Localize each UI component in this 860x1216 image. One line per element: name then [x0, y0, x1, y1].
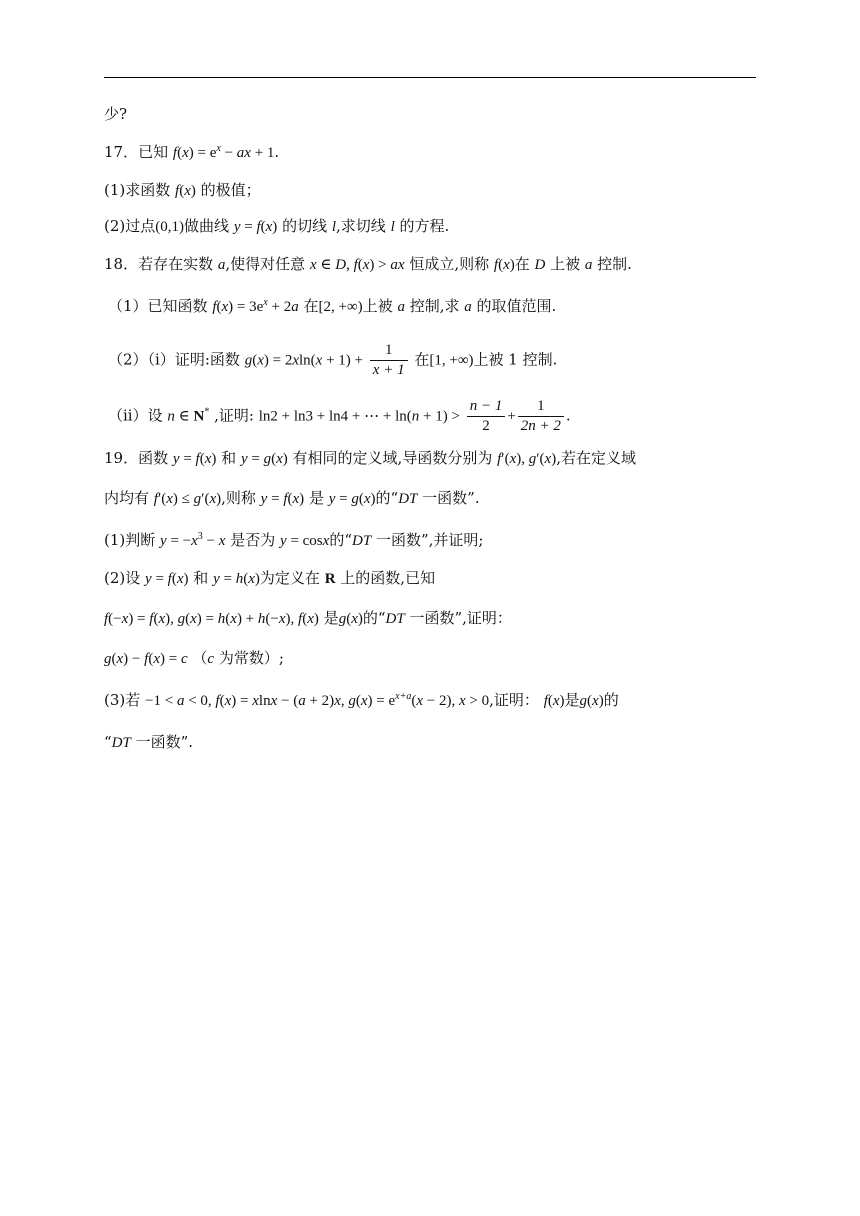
math-op: ∈ — [316, 257, 336, 273]
math-op: ) = — [128, 611, 150, 627]
math-paren: ( — [171, 571, 177, 587]
math-var: f — [144, 651, 149, 667]
fraction-denominator: 2n + 2 — [520, 418, 561, 434]
question-number: 17． — [104, 143, 139, 161]
math-op: , — [340, 693, 349, 709]
math-var: g — [104, 651, 112, 667]
math-exponent: x — [263, 297, 268, 308]
math-var: g — [528, 451, 537, 467]
math-var: c — [180, 651, 188, 667]
math-paren: ) = e — [188, 145, 217, 161]
part-label: (2) — [104, 217, 126, 235]
math-op: (− — [108, 611, 122, 627]
math-fx: f — [175, 183, 180, 199]
math-paren: ) — [509, 257, 515, 273]
math-var: g — [263, 451, 272, 467]
math-paren: ( — [177, 145, 183, 161]
fraction — [467, 398, 506, 435]
question-19-line-2 — [104, 488, 480, 509]
math-var: x — [116, 651, 124, 667]
math-paren: ) — [211, 451, 217, 467]
math-var: f — [215, 693, 220, 709]
part-text: ,求切线 — [336, 217, 391, 235]
math-var: f — [153, 491, 158, 507]
math-op: + 2) — [305, 693, 335, 709]
math-op: − 2), — [423, 693, 459, 709]
math-op: = — [247, 451, 264, 467]
part-text: 的“ — [362, 609, 386, 627]
part-text: 的取值范围. — [471, 297, 557, 315]
math-var: x — [292, 352, 299, 369]
math-paren: ) — [357, 611, 363, 627]
math-op: −1 < — [145, 693, 177, 709]
math-paren: ( — [587, 693, 593, 709]
math-paren: ( — [346, 611, 352, 627]
math-var: f — [497, 451, 502, 467]
math-var: f — [493, 257, 499, 273]
question-number: 19． — [104, 449, 139, 467]
fraction-numerator: n − 1 — [467, 398, 506, 417]
math-sum: ln2 + ln3 + ln4 + ⋯ + ln( — [258, 408, 412, 425]
math-paren: ) — [282, 451, 288, 467]
question-text: 在 — [514, 255, 535, 273]
question-text: 已知 — [138, 143, 169, 161]
part-text: 的方程. — [394, 217, 450, 235]
math-op: , — [346, 257, 354, 273]
math-var: a — [584, 257, 593, 273]
math-paren: ( — [355, 693, 361, 709]
fraction-denominator: x + 1 — [372, 362, 405, 378]
math-var: g — [351, 491, 359, 507]
math-var: f — [149, 611, 154, 627]
math-var: x — [121, 611, 129, 627]
math-var: f — [256, 219, 261, 235]
math-paren: ) — [254, 571, 260, 587]
math-var: a — [298, 693, 306, 709]
part-text: （ — [192, 649, 208, 667]
math-op: = — [240, 219, 257, 235]
math-dt: DT — [352, 533, 372, 549]
math-var: x — [458, 693, 466, 709]
math-var: D — [534, 257, 546, 273]
math-set: R — [324, 571, 336, 587]
question-text: 上被 — [545, 255, 585, 273]
math-op: + 1) > — [419, 408, 460, 425]
math-paren: ) — [559, 693, 565, 709]
math-op: ln( — [299, 352, 316, 369]
math-paren: ( — [148, 651, 154, 667]
math-op: ∈ — [174, 408, 194, 425]
part-text: 是 — [564, 691, 580, 709]
part-text: 过点 — [125, 217, 156, 235]
math-var: x — [218, 533, 226, 549]
math-var: n — [411, 408, 420, 425]
part-text: 为常数）; — [214, 649, 284, 667]
continuation-text — [104, 104, 127, 124]
math-paren: ) — [313, 611, 319, 627]
part-text: 求函数 — [125, 181, 171, 199]
math-var: a — [217, 257, 226, 273]
math-curve: y — [233, 219, 241, 235]
math-var: x — [224, 693, 232, 709]
math-op: = — [151, 571, 168, 587]
part-text: 在 — [303, 297, 319, 315]
question-text: 函数 — [138, 449, 169, 467]
math-paren: ( — [243, 571, 249, 587]
math-var: x — [153, 651, 160, 667]
math-var: x — [360, 693, 368, 709]
question-text: 恒成立,则称 — [409, 255, 490, 273]
math-op: (− — [265, 611, 279, 627]
math-op: ), — [516, 451, 529, 467]
math-op: + — [507, 408, 516, 425]
math-exponent: 3 — [197, 531, 203, 542]
part-text: 在 — [414, 350, 430, 369]
math-op: ′( — [201, 491, 210, 507]
math-var: g — [348, 693, 356, 709]
math-var: x — [191, 533, 198, 549]
question-text: 和 — [221, 449, 237, 467]
question-19-part-2-cond — [104, 608, 512, 629]
math-op: > 0 — [465, 693, 490, 709]
math-paren: ( — [153, 611, 159, 627]
period: . — [274, 143, 280, 161]
part-text: 做曲线 — [184, 217, 230, 235]
math-exponent: * — [204, 406, 210, 418]
math-paren: ) > — [369, 257, 391, 273]
math-paren: ( — [302, 611, 308, 627]
math-var: g — [338, 611, 347, 627]
math-op: = − — [166, 533, 192, 549]
question-18-part-2ii — [108, 398, 571, 435]
math-op: = — [179, 451, 196, 467]
math-op: − ( — [277, 693, 299, 709]
part-text: 控制,求 — [404, 297, 465, 315]
math-paren: ( — [179, 183, 185, 199]
math-var: x — [362, 257, 370, 273]
math-var: f — [298, 611, 303, 627]
math-interval: [2, +∞) — [318, 299, 363, 315]
part-text: 的 — [603, 691, 619, 709]
math-op: = cos — [286, 533, 323, 549]
math-op: ) = — [159, 651, 181, 667]
math-paren: ( — [358, 491, 364, 507]
part-label: （1）已知函数 — [108, 297, 208, 315]
question-18-part-1 — [108, 296, 556, 317]
math-op: ) − — [123, 651, 145, 667]
math-paren: ( — [252, 352, 258, 369]
math-var: x — [292, 491, 300, 507]
math-var: y — [328, 491, 336, 507]
math-paren: ) — [299, 491, 305, 507]
math-formula: f — [172, 145, 178, 161]
question-19-part-1 — [104, 530, 483, 551]
math-var: x — [309, 257, 317, 273]
math-var: x — [176, 571, 184, 587]
math-var: c — [207, 651, 215, 667]
part-text: ,证明： — [489, 691, 539, 709]
math-op: ) = — [231, 693, 253, 709]
math-var: f — [283, 491, 288, 507]
math-dt: DT — [385, 611, 405, 627]
part-label: (1)判断 — [104, 531, 156, 549]
math-op: ) = 3e — [228, 299, 264, 315]
header-rule — [104, 77, 756, 78]
fraction-numerator: 1 — [518, 398, 564, 417]
math-op: ′( — [536, 451, 545, 467]
question-17-part-2 — [104, 216, 449, 237]
math-var: h — [217, 611, 226, 627]
math-var: f — [104, 611, 109, 627]
question-18 — [104, 254, 632, 275]
part-text: 一函数”,证明： — [404, 609, 512, 627]
math-paren: ( — [547, 693, 553, 709]
math-var: f — [353, 257, 358, 273]
part-label: (3)若 — [104, 691, 141, 709]
math-op: ) = — [196, 611, 218, 627]
math-var: x — [252, 693, 259, 709]
math-interval: [1, +∞) — [429, 352, 474, 369]
math-op: ln — [258, 693, 271, 709]
question-text: 内均有 — [104, 489, 150, 507]
question-text: 控制. — [592, 255, 632, 273]
math-paren: ( — [498, 257, 504, 273]
math-op: − — [202, 533, 219, 549]
math-var: y — [280, 533, 287, 549]
math-var: x — [322, 533, 330, 549]
math-var: x — [307, 611, 314, 627]
math-op: ) = 2 — [263, 352, 293, 369]
math-op: < 0, — [184, 693, 216, 709]
math-var: x — [334, 693, 341, 709]
part-text: 是否为 — [230, 531, 276, 549]
math-paren: ) — [551, 451, 557, 467]
math-var: g — [244, 352, 253, 369]
fraction-numerator: 1 — [370, 342, 408, 361]
math-var: l — [331, 219, 337, 235]
part-label: （ii）设 — [108, 406, 163, 425]
part-text: 的切线 — [282, 217, 332, 235]
math-var: x — [544, 451, 552, 467]
math-var: x — [204, 451, 212, 467]
math-paren: ( — [216, 299, 222, 315]
fraction-denominator: 2 — [482, 418, 490, 434]
math-op: + 1) + — [322, 352, 364, 369]
math-op: ′( — [157, 491, 167, 507]
fraction — [370, 342, 408, 379]
part-text: 上被 1 控制. — [473, 350, 558, 369]
math-var: y — [160, 533, 167, 549]
math-paren: ( — [199, 451, 205, 467]
math-paren: ( — [287, 491, 293, 507]
math-var: a — [291, 299, 299, 315]
math-paren: ( — [225, 611, 231, 627]
math-var: x — [265, 219, 273, 235]
math-var: g — [579, 693, 588, 709]
math-op: = — [267, 491, 284, 507]
math-paren: ) — [598, 693, 604, 709]
part-label: (1) — [104, 181, 126, 199]
math-var: x — [416, 693, 424, 709]
math-var: x — [509, 451, 517, 467]
math-var: x — [257, 352, 264, 369]
question-19-part-3 — [104, 690, 619, 711]
part-label: （2）（i）证明:函数 — [108, 350, 240, 369]
math-var: y — [260, 491, 268, 507]
question-17-part-1 — [104, 180, 261, 201]
math-var: y — [145, 571, 152, 587]
part-text: 的“ — [329, 531, 352, 549]
period: . — [565, 406, 571, 425]
math-op: + 2 — [267, 299, 292, 315]
math-var: f — [543, 693, 548, 709]
math-var: h — [257, 611, 266, 627]
question-19-part-2 — [104, 568, 435, 589]
math-op: ), — [165, 611, 178, 627]
question-text: 一函数”. — [417, 489, 480, 507]
math-var: a — [176, 693, 185, 709]
math-var: l — [390, 219, 395, 235]
question-19 — [104, 448, 636, 469]
question-text: 有相同的定义域,导函数分别为 — [292, 449, 493, 467]
math-paren: ( — [111, 651, 117, 667]
math-var: x — [552, 693, 560, 709]
question-number: 18． — [104, 255, 139, 273]
math-var: x — [278, 611, 286, 627]
math-dt: DT — [398, 491, 418, 507]
math-paren: ( — [219, 693, 225, 709]
part-text: 为定义在 — [259, 569, 325, 587]
math-var: f — [195, 451, 200, 467]
math-var: x — [503, 257, 510, 273]
part-text: 和 — [193, 569, 209, 587]
math-var: a — [464, 299, 472, 315]
math-op: ) = e — [367, 693, 396, 709]
math-var: x — [184, 183, 191, 199]
part-text: 是 — [323, 609, 339, 627]
part-text: 一函数”. — [130, 733, 194, 751]
math-set: N — [193, 408, 205, 425]
math-exponent: x — [216, 143, 221, 154]
math-op: ), — [285, 611, 299, 627]
math-var: a — [397, 299, 405, 315]
math-op: = — [335, 491, 352, 507]
math-var: x — [363, 491, 371, 507]
math-paren: ( — [260, 219, 266, 235]
math-var: x — [592, 693, 599, 709]
math-var: y — [213, 571, 220, 587]
math-var: y — [172, 451, 180, 467]
question-text: 的“ — [375, 489, 399, 507]
question-text: ,若在定义域 — [556, 449, 636, 467]
question-text: 若存在实数 — [138, 255, 218, 273]
part-text: 上的函数,已知 — [335, 569, 436, 587]
question-text: 是 — [308, 489, 324, 507]
math-var: D — [335, 257, 347, 273]
math-paren: ) — [190, 183, 196, 199]
math-var: n — [167, 408, 175, 425]
part-label: (2)设 — [104, 569, 141, 587]
math-paren: ( — [271, 451, 277, 467]
math-dt: DT — [111, 735, 131, 751]
math-op: ) + — [236, 611, 258, 627]
math-op: ′( — [501, 451, 510, 467]
part-text: “ — [104, 733, 112, 751]
math-paren: ) — [183, 571, 189, 587]
math-var: x — [166, 491, 173, 507]
math-var: x — [270, 693, 278, 709]
math-var: h — [235, 571, 244, 587]
math-op: ) ≤ — [172, 491, 194, 507]
math-var: x — [351, 611, 358, 627]
question-18-part-2i — [108, 342, 557, 379]
math-var: x — [276, 451, 283, 467]
math-paren: ( — [357, 257, 363, 273]
question-17 — [104, 142, 279, 163]
part-text: 一函数”,并证明; — [371, 531, 484, 549]
math-var: x — [315, 352, 323, 369]
question-text: ,使得对任意 — [225, 255, 306, 273]
part-text: 的极值； — [200, 181, 261, 199]
math-var: g — [177, 611, 186, 627]
math-op: ( — [411, 693, 417, 709]
math-op: = — [219, 571, 236, 587]
math-var: ax — [236, 145, 251, 161]
math-var: x — [248, 571, 255, 587]
question-text: ,则称 — [221, 489, 256, 507]
math-var: f — [167, 571, 172, 587]
math-paren: ) — [370, 491, 376, 507]
continuation-label: 少? — [104, 105, 128, 123]
math-paren: ) — [216, 491, 222, 507]
math-op: + 1 — [250, 145, 275, 161]
math-var: f — [212, 299, 217, 315]
math-var: g — [193, 491, 202, 507]
math-var: x — [221, 299, 229, 315]
math-var: y — [240, 451, 248, 467]
math-paren: ) — [272, 219, 278, 235]
math-op: − — [220, 145, 237, 161]
math-paren: ( — [185, 611, 191, 627]
math-var: ax — [390, 257, 405, 273]
math-var: x — [182, 145, 189, 161]
math-var: x — [230, 611, 237, 627]
part-text: ,证明: — [214, 406, 254, 425]
math-var: x — [158, 611, 166, 627]
math-exponent: x+a — [395, 691, 412, 702]
part-text: 上被 — [362, 297, 398, 315]
question-19-part-2-goal — [104, 648, 284, 669]
math-var: x — [209, 491, 217, 507]
fraction — [518, 398, 564, 435]
math-point: (0,1) — [155, 219, 185, 235]
math-var: x — [190, 611, 197, 627]
question-19-part-3-end — [104, 732, 193, 753]
